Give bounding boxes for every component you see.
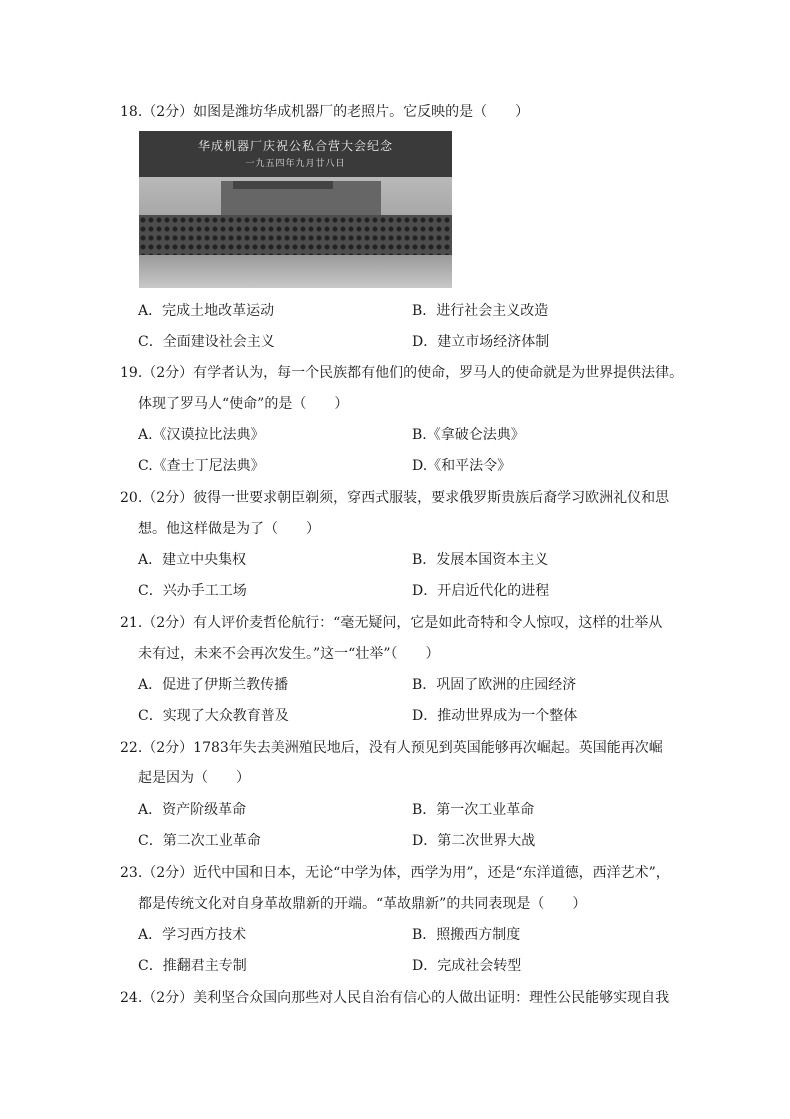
question-18-option-a: A．完成土地改革运动 (138, 303, 275, 319)
question-21-stem-cont: 未有过，未来不会再次发生。”这一“壮举”（ ） (138, 646, 440, 662)
question-23-stem-cont: 都是传统文化对自身革故鼎新的开端。“革故鼎新”的共同表现是（ ） (138, 896, 587, 912)
question-21-option-b: B．巩固了欧洲的庄园经济 (412, 677, 577, 693)
question-23-stem: 23.（2分）近代中国和日本，无论“中学为体，西学为用”，还是“东洋道德，西洋艺术”， (120, 865, 670, 881)
question-18-option-d: D．建立市场经济体制 (412, 334, 550, 350)
question-23-option-a: A．学习西方技术 (138, 927, 247, 943)
question-22-option-a: A．资产阶级革命 (138, 802, 247, 818)
question-18-option-b: B．进行社会主义改造 (412, 303, 549, 319)
question-23-option-d: D．完成社会转型 (412, 958, 522, 974)
question-20-stem: 20.（2分）彼得一世要求朝臣剃须，穿西式服装，要求俄罗斯贵族后裔学习欧洲礼仪和思 (120, 490, 670, 506)
question-19-option-b: B.《拿破仑法典》 (412, 427, 525, 443)
photo-banner-title: 华成机器厂庆祝公私合营大会纪念 (197, 139, 393, 153)
photo-banner-date: 一九五四年九月廿八日 (245, 159, 346, 169)
question-19-option-a: A.《汉谟拉比法典》 (138, 427, 265, 443)
question-23-option-c: C．推翻君主专制 (138, 958, 247, 974)
question-18-stem: 18.（2分）如图是潍坊华成机器厂的老照片。它反映的是（ ） (120, 104, 530, 120)
question-22-option-b: B．第一次工业革命 (412, 802, 535, 818)
question-20-option-b: B．发展本国资本主义 (412, 552, 549, 568)
question-22-stem-cont: 起是因为（ ） (138, 770, 250, 786)
question-19-stem: 19.（2分）有学者认为，每一个民族都有他们的使命，罗马人的使命就是为世界提供法律。 (120, 365, 684, 381)
factory-photo (139, 131, 452, 288)
question-21-option-c: C．实现了大众教育普及 (138, 708, 289, 724)
question-22-option-c: C．第二次工业革命 (138, 833, 261, 849)
question-20-option-c: C．兴办手工工场 (138, 583, 247, 599)
question-23-option-b: B．照搬西方制度 (412, 927, 521, 943)
photo-crowd (139, 215, 452, 255)
question-21-option-d: D．推动世界成为一个整体 (412, 708, 578, 724)
photo-ground (139, 255, 452, 288)
photo-building-sign (233, 181, 333, 189)
question-20-option-d: D．开启近代化的进程 (412, 583, 550, 599)
question-19-option-d: D.《和平法令》 (412, 458, 512, 474)
question-19-option-c: C.《查士丁尼法典》 (138, 458, 265, 474)
question-22-stem: 22.（2分）1783年失去美洲殖民地后，没有人预见到英国能够再次崛起。英国能再次崛 (120, 740, 663, 756)
question-20-option-a: A．建立中央集权 (138, 552, 247, 568)
question-18-option-c: C．全面建设社会主义 (138, 334, 275, 350)
question-21-option-a: A．促进了伊斯兰教传播 (138, 677, 289, 693)
question-21-stem: 21.（2分）有人评价麦哲伦航行：“毫无疑问，它是如此奇特和令人惊叹，这样的壮举从 (120, 615, 663, 631)
question-22-option-d: D．第二次世界大战 (412, 833, 536, 849)
question-20-stem-cont: 想。他这样做是为了（ ） (138, 521, 320, 537)
question-24-stem: 24.（2分）美利坚合众国向那些对人民自治有信心的人做出证明：理性公民能够实现自我 (120, 990, 670, 1006)
question-19-stem-cont: 体现了罗马人“使命”的是（ ） (138, 396, 349, 412)
